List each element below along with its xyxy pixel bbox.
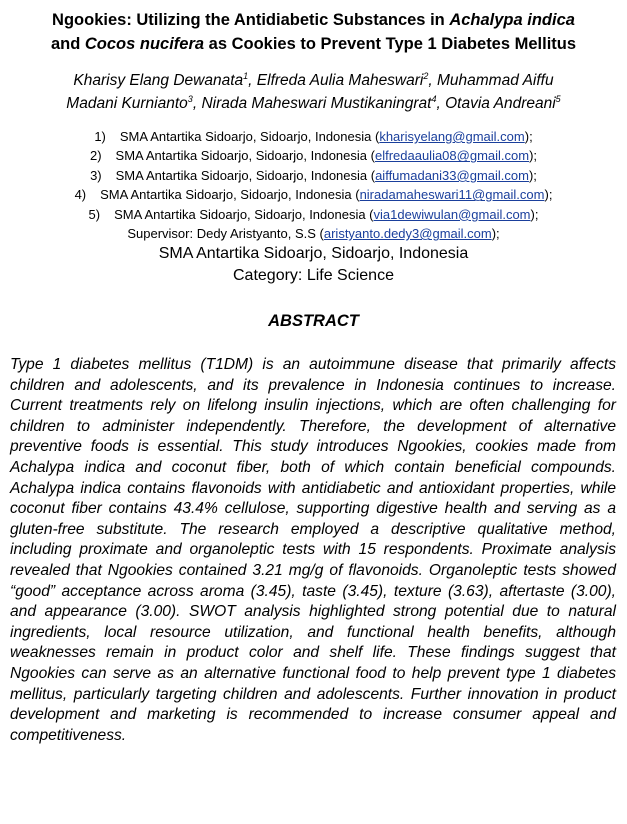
affiliation-number: 1) bbox=[94, 129, 106, 144]
affiliation-number: 2) bbox=[89, 148, 102, 164]
author-separator: , bbox=[428, 72, 437, 89]
author-list bbox=[0, 69, 627, 115]
author-affiliation-mark: 3 bbox=[187, 94, 193, 104]
author-line-1 bbox=[0, 69, 627, 92]
title-line-1 bbox=[0, 8, 627, 32]
category-label: Category: Life Science bbox=[233, 267, 394, 284]
title-species-2: Cocos nucifera bbox=[84, 35, 205, 53]
email-link[interactable]: aiffumadani33@gmail.com bbox=[375, 167, 529, 183]
affiliation-item bbox=[0, 205, 627, 224]
affiliation-list bbox=[0, 127, 627, 243]
author-separator: , bbox=[192, 95, 202, 112]
supervisor-close: ); bbox=[491, 226, 500, 242]
affiliation-text: SMA Antartika Sidoarjo, Sidoarjo, Indonesia ( bbox=[114, 206, 374, 222]
author-name: Nirada Maheswari Mustikaningrat bbox=[201, 95, 432, 112]
title-species-1: Achalypa indica bbox=[449, 11, 575, 29]
affiliation-number: 5) bbox=[88, 206, 101, 222]
affiliation-text: SMA Antartika Sidoarjo, Sidoarjo, Indonesia ( bbox=[115, 148, 375, 164]
affiliation-close: ); bbox=[524, 129, 533, 144]
email-link[interactable]: niradamaheswari11@gmail.com bbox=[359, 187, 545, 203]
author-name: Kharisy Elang Dewanata bbox=[73, 72, 244, 89]
title-line-2-suffix: as Cookies to Prevent Type 1 Diabetes Mellitus bbox=[204, 35, 577, 53]
school-name: SMA Antartika Sidoarjo, Sidoarjo, Indonesia bbox=[158, 245, 469, 262]
email-link[interactable]: via1dewiwulan@gmail.com bbox=[373, 206, 531, 222]
affiliation-text: SMA Antartika Sidoarjo, Sidoarjo, Indonesia ( bbox=[119, 129, 380, 144]
email-link[interactable]: elfredaaulia08@gmail.com bbox=[374, 148, 530, 164]
affiliation-number: 4) bbox=[74, 187, 87, 203]
school-block bbox=[0, 243, 627, 287]
affiliation-close: ); bbox=[529, 148, 538, 164]
affiliation-text: SMA Antartika Sidoarjo, Sidoarjo, Indonesia ( bbox=[100, 187, 360, 203]
supervisor-text: Supervisor: Dedy Aristyanto, S.S ( bbox=[127, 226, 324, 242]
affiliation-item bbox=[0, 166, 627, 185]
title-line-2-prefix: and bbox=[50, 35, 85, 53]
supervisor-line bbox=[0, 224, 627, 243]
author-line-2 bbox=[0, 92, 627, 115]
affiliation-item bbox=[0, 127, 627, 146]
supervisor-email-link[interactable]: aristyanto.dedy3@gmail.com bbox=[323, 226, 492, 242]
affiliation-item bbox=[0, 185, 627, 204]
affiliation-close: ); bbox=[528, 167, 537, 183]
abstract-body: Type 1 diabetes mellitus (T1DM) is an autoimmune disease that primarily affects children and adolescents, and its prevalence in Indonesia continues to increase. Current treatments rely on lifelong insulin injections, which are often challenging for children to administer independently. Therefore, the development of alternative preventive foods is essential. This study introduces Ngookies, cookies made from Achalypa indica and coconut fiber, both of which contain beneficial compounds. Achalypa indica contains flavonoids with antidiabetic and antioxidant properties, while coconut fiber contains 43.4% cellulose, supporting digestive health and serving as a gluten-free substitute. The research employed a descriptive qualitative method, including proximate and organoleptic tests with 15 respondents. Proximate analysis revealed that Ngookies contained 3.21 mg/g of flavonoids. Organoleptic tests showed “good” acceptance across aroma (3.45), taste (3.45), texture (3.63), aftertaste (3.00), and appearance (3.00). SWOT analysis highlighted strong potential due to natural ingredients, local resource utilization, and functional health benefits, although weaknesses remain in product color and shelf life. These findings suggest that Ngookies can serve as an alternative functional food to help prevent type 1 diabetes mellitus, particularly targeting children and adolescents. Further innovation in product development and marketing is recommended to increase consumer appeal and competitiveness. bbox=[10, 356, 616, 744]
author-name-part: Muhammad Aiffu bbox=[437, 72, 554, 89]
email-link[interactable]: kharisyelang@gmail.com bbox=[379, 129, 525, 144]
paper-title bbox=[0, 8, 627, 56]
affiliation-item bbox=[0, 146, 627, 165]
author-separator: , bbox=[436, 95, 446, 112]
author-name-part: Madani Kurnianto bbox=[66, 95, 188, 112]
author-affiliation-mark: 2 bbox=[423, 71, 429, 81]
author-affiliation-mark: 5 bbox=[555, 94, 561, 104]
author-affiliation-mark: 4 bbox=[431, 94, 437, 104]
affiliation-number: 3) bbox=[90, 167, 102, 183]
author-name: Otavia Andreani bbox=[445, 95, 556, 112]
affiliation-text: SMA Antartika Sidoarjo, Sidoarjo, Indonesia ( bbox=[115, 167, 376, 183]
title-line-2 bbox=[0, 32, 627, 56]
affiliation-close: ); bbox=[530, 206, 539, 222]
affiliation-close: ); bbox=[544, 187, 553, 203]
author-affiliation-mark: 1 bbox=[243, 71, 249, 81]
author-separator: , bbox=[248, 72, 257, 89]
abstract-heading: ABSTRACT bbox=[268, 312, 359, 330]
title-line-1-text: Ngookies: Utilizing the Antidiabetic Substances in bbox=[52, 11, 450, 29]
author-name: Elfreda Aulia Maheswari bbox=[256, 72, 424, 89]
